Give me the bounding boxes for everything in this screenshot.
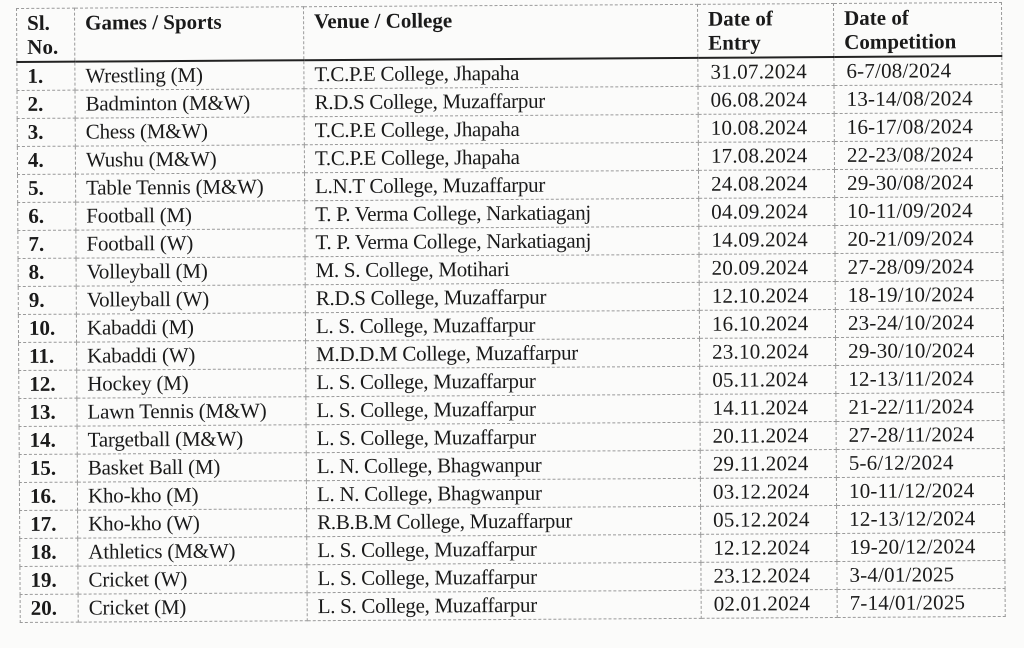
cell-venue: L. S. College, Muzaffarpur [306, 366, 700, 396]
cell-game: Lawn Tennis (M&W) [77, 397, 306, 426]
cell-game: Table Tennis (M&W) [76, 173, 305, 202]
cell-date-of-entry: 02.01.2024 [701, 589, 837, 618]
cell-date-of-entry: 12.10.2024 [699, 282, 835, 311]
cell-date-of-competition: 16-17/08/2024 [834, 112, 1002, 141]
cell-venue: L. S. College, Muzaffarpur [305, 310, 699, 340]
cell-game: Volleyball (W) [76, 285, 305, 314]
header-row [17, 2, 1002, 62]
cell-game: Targetball (M&W) [77, 425, 306, 454]
cell-sl-no: 19. [20, 566, 78, 594]
cell-venue: L. S. College, Muzaffarpur [307, 590, 701, 620]
cell-date-of-entry: 23.12.2024 [701, 561, 837, 590]
cell-date-of-competition: 7-14/01/2025 [837, 588, 1005, 617]
cell-game: Football (W) [76, 229, 305, 258]
cell-game: Volleyball (M) [76, 257, 305, 286]
cell-date-of-competition: 10-11/09/2024 [835, 196, 1003, 225]
cell-date-of-entry: 20.11.2024 [700, 421, 836, 450]
header-sl-line1: Sl. [27, 10, 50, 35]
cell-date-of-competition: 13-14/08/2024 [834, 84, 1002, 113]
cell-game: Kho-kho (M) [77, 481, 306, 510]
cell-sl-no: 5. [18, 174, 76, 202]
header-venue-college: Venue / College [303, 4, 697, 60]
cell-date-of-entry: 03.12.2024 [700, 477, 836, 506]
cell-sl-no: 14. [19, 426, 77, 454]
cell-date-of-entry: 05.12.2024 [701, 505, 837, 534]
cell-game: Basket Ball (M) [77, 453, 306, 482]
cell-date-of-entry: 16.10.2024 [699, 310, 835, 339]
header-sl-line2: No. [27, 34, 59, 59]
document-page [16, 5, 1002, 623]
header-comp-line2: Competition [844, 29, 957, 54]
cell-sl-no: 11. [19, 342, 77, 370]
cell-date-of-entry: 12.12.2024 [701, 533, 837, 562]
header-sl-no [17, 8, 75, 62]
header-entry-line1: Date of [708, 6, 773, 31]
cell-date-of-competition: 21-22/11/2024 [836, 392, 1004, 421]
cell-venue: T.C.P.E College, Jhapaha [304, 114, 698, 144]
cell-sl-no: 3. [17, 118, 75, 146]
cell-date-of-entry: 05.11.2024 [700, 365, 836, 394]
cell-sl-no: 4. [17, 146, 75, 174]
cell-date-of-entry: 06.08.2024 [698, 86, 834, 115]
cell-game: Hockey (M) [77, 369, 306, 398]
cell-venue: R.B.B.M College, Muzaffarpur [307, 506, 701, 536]
cell-date-of-competition: 27-28/11/2024 [836, 420, 1004, 449]
cell-sl-no: 15. [19, 454, 77, 482]
cell-game: Cricket (M) [78, 593, 307, 622]
cell-venue: L. S. College, Muzaffarpur [306, 422, 700, 452]
cell-venue: M.D.D.M College, Muzaffarpur [306, 338, 700, 368]
cell-sl-no: 20. [20, 594, 78, 622]
cell-date-of-entry: 20.09.2024 [699, 254, 835, 283]
cell-game: Wushu (M&W) [75, 145, 304, 174]
cell-sl-no: 12. [19, 370, 77, 398]
header-date-of-entry [697, 4, 833, 58]
cell-date-of-competition: 12-13/12/2024 [837, 504, 1005, 533]
cell-sl-no: 16. [19, 482, 77, 510]
cell-venue: L. S. College, Muzaffarpur [307, 562, 701, 592]
cell-game: Chess (M&W) [75, 117, 304, 146]
cell-game: Badminton (M&W) [75, 89, 304, 118]
cell-date-of-entry: 04.09.2024 [699, 198, 835, 227]
cell-sl-no: 2. [17, 90, 75, 118]
cell-venue: L.N.T College, Muzaffarpur [305, 170, 699, 200]
cell-date-of-entry: 29.11.2024 [700, 449, 836, 478]
cell-sl-no: 6. [18, 202, 76, 230]
cell-sl-no: 9. [18, 286, 76, 314]
cell-sl-no: 17. [20, 510, 78, 538]
cell-venue: T.C.P.E College, Jhapaha [304, 58, 698, 89]
table-row [20, 588, 1005, 622]
cell-date-of-competition: 6-7/08/2024 [834, 56, 1002, 86]
cell-sl-no: 18. [20, 538, 78, 566]
cell-venue: L. S. College, Muzaffarpur [306, 394, 700, 424]
cell-venue: T. P. Verma College, Narkatiaganj [305, 226, 699, 256]
cell-date-of-competition: 29-30/08/2024 [835, 168, 1003, 197]
cell-sl-no: 1. [17, 62, 75, 91]
cell-game: Football (M) [76, 201, 305, 230]
sports-schedule-table [16, 2, 1006, 623]
cell-date-of-competition: 23-24/10/2024 [835, 308, 1003, 337]
cell-game: Kabaddi (W) [77, 341, 306, 370]
cell-date-of-competition: 12-13/11/2024 [836, 364, 1004, 393]
cell-date-of-competition: 22-23/08/2024 [834, 140, 1002, 169]
cell-date-of-entry: 17.08.2024 [698, 142, 834, 171]
header-date-of-competition [833, 2, 1001, 57]
cell-game: Kabaddi (M) [76, 313, 305, 342]
cell-sl-no: 7. [18, 230, 76, 258]
cell-venue: L. S. College, Muzaffarpur [307, 534, 701, 564]
cell-date-of-competition: 20-21/09/2024 [835, 224, 1003, 253]
cell-sl-no: 13. [19, 398, 77, 426]
cell-date-of-entry: 31.07.2024 [698, 57, 834, 86]
cell-game: Kho-kho (W) [78, 509, 307, 538]
cell-date-of-entry: 14.09.2024 [699, 226, 835, 255]
header-games-sports: Games / Sports [75, 7, 304, 62]
cell-date-of-entry: 23.10.2024 [700, 337, 836, 366]
cell-venue: R.D.S College, Muzaffarpur [304, 86, 698, 116]
cell-sl-no: 10. [18, 314, 76, 342]
cell-venue: L. N. College, Bhagwanpur [306, 478, 700, 508]
cell-date-of-entry: 10.08.2024 [698, 114, 834, 143]
header-entry-line2: Entry [708, 30, 761, 55]
cell-venue: T. P. Verma College, Narkatiaganj [305, 198, 699, 228]
cell-date-of-entry: 24.08.2024 [699, 170, 835, 199]
cell-date-of-competition: 18-19/10/2024 [835, 280, 1003, 309]
cell-date-of-entry: 14.11.2024 [700, 393, 836, 422]
cell-venue: T.C.P.E College, Jhapaha [304, 142, 698, 172]
cell-date-of-competition: 10-11/12/2024 [836, 476, 1004, 505]
header-comp-line1: Date of [844, 5, 909, 30]
cell-date-of-competition: 5-6/12/2024 [836, 448, 1004, 477]
table-body [17, 56, 1005, 623]
table-header [17, 2, 1002, 62]
cell-venue: M. S. College, Motihari [305, 254, 699, 284]
cell-date-of-competition: 19-20/12/2024 [837, 532, 1005, 561]
cell-game: Athletics (M&W) [78, 537, 307, 566]
cell-date-of-competition: 29-30/10/2024 [836, 336, 1004, 365]
cell-venue: L. N. College, Bhagwanpur [306, 450, 700, 480]
cell-game: Cricket (W) [78, 565, 307, 594]
cell-game: Wrestling (M) [75, 60, 304, 90]
cell-sl-no: 8. [18, 258, 76, 286]
cell-date-of-competition: 3-4/01/2025 [837, 560, 1005, 589]
cell-venue: R.D.S College, Muzaffarpur [305, 282, 699, 312]
cell-date-of-competition: 27-28/09/2024 [835, 252, 1003, 281]
